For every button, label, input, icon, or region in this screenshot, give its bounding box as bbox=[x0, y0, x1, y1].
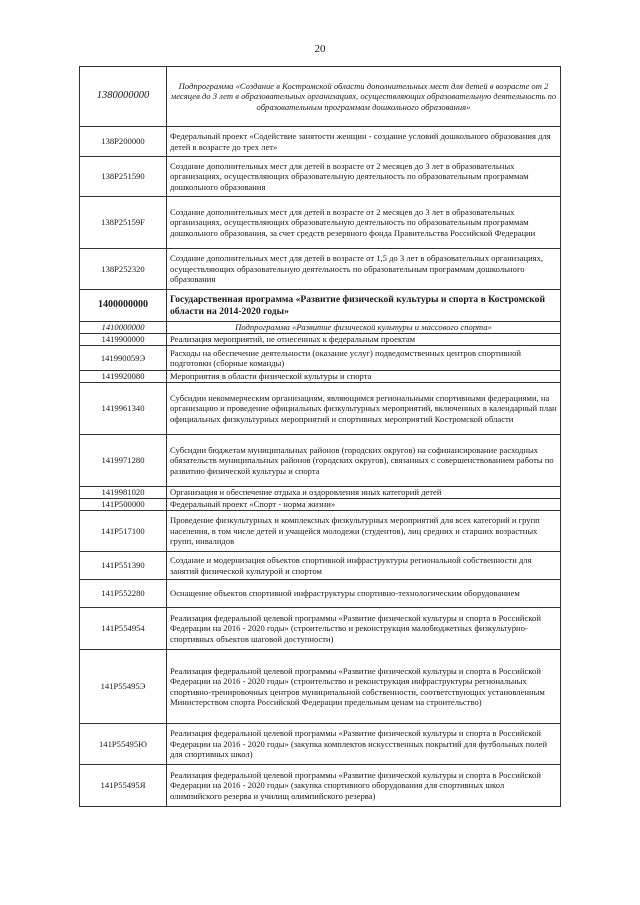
page-number: 20 bbox=[314, 43, 326, 55]
table-row bbox=[80, 765, 561, 807]
row-description: Подпрограмма «Создание в Костромской области дополнительных мест для детей в возрасте от 2 месяцев до 3 лет в образовательных организациях, осуществляющих образовательную деятельность по образовательным программам дошкольного образования» bbox=[167, 67, 561, 127]
table-row bbox=[80, 371, 561, 383]
table-row bbox=[80, 322, 561, 334]
row-code: 138P251590 bbox=[80, 157, 167, 197]
table-row bbox=[80, 608, 561, 650]
table-row bbox=[80, 290, 561, 322]
table-row bbox=[80, 249, 561, 290]
row-description: Расходы на обеспечение деятельности (оказание услуг) подведомственных центров спортивной подготовки (сборные команды) bbox=[167, 346, 561, 371]
row-code: 138P200000 bbox=[80, 127, 167, 157]
row-description: Федеральный проект «Спорт - норма жизни» bbox=[167, 499, 561, 511]
row-description: Создание дополнительных мест для детей в возрасте от 2 месяцев до 3 лет в образовательных организациях, осуществляющих образовательную деятельность по образовательным программам дошкольного образования, за счет средств резервного фонда Правительства Российской Федерации bbox=[167, 197, 561, 249]
row-description: Реализация федеральной целевой программы «Развитие физической культуры и спорта в Российской Федерации на 2016 - 2020 годы» (строительство и реконструкция малобюджетных физкультурно-спортивных объектов шаговой доступности) bbox=[167, 608, 561, 650]
table-row bbox=[80, 383, 561, 435]
table-row bbox=[80, 67, 561, 127]
row-code: 141P55495Э bbox=[80, 650, 167, 724]
table-row bbox=[80, 724, 561, 765]
row-description: Организация и обеспечение отдыха и оздоровления иных категорий детей bbox=[167, 487, 561, 499]
row-code: 1419920080 bbox=[80, 371, 167, 383]
table-row bbox=[80, 487, 561, 499]
table-row bbox=[80, 435, 561, 487]
table-row bbox=[80, 127, 561, 157]
table-row bbox=[80, 580, 561, 608]
row-description: Субсидии бюджетам муниципальных районов (городских округов) на софинансирование расходных обязательств муниципальных районов (городских округов), связанных с совершенствованием работы по развитию физической культуры и спорта bbox=[167, 435, 561, 487]
row-code: 141P551390 bbox=[80, 552, 167, 580]
row-code: 1419900000 bbox=[80, 334, 167, 346]
row-code: 1419971280 bbox=[80, 435, 167, 487]
row-description: Федеральный проект «Содействие занятости женщин - создание условий дошкольного образования для детей в возрасте до трех лет» bbox=[167, 127, 561, 157]
row-code: 1380000000 bbox=[80, 67, 167, 127]
table-body bbox=[80, 67, 561, 807]
row-description: Мероприятия в области физической культуры и спорта bbox=[167, 371, 561, 383]
row-description: Создание и модернизация объектов спортивной инфраструктуры региональной собственности для занятий физической культурой и спортом bbox=[167, 552, 561, 580]
row-code: 1410000000 bbox=[80, 322, 167, 334]
row-description: Государственная программа «Развитие физической культуры и спорта в Костромской области на 2014-2020 годы» bbox=[167, 290, 561, 322]
table-row bbox=[80, 334, 561, 346]
row-code: 141P554954 bbox=[80, 608, 167, 650]
row-description: Реализация федеральной целевой программы «Развитие физической культуры и спорта в Российской Федерации на 2016 - 2020 годы» (закупка спортивного оборудования для спортивных школ олимпийского резерва и училищ олимпийского резерва) bbox=[167, 765, 561, 807]
row-description: Создание дополнительных мест для детей в возрасте от 2 месяцев до 3 лет в образовательных организациях, осуществляющих образовательную деятельность по образовательным программам дошкольного образования bbox=[167, 157, 561, 197]
row-description: Реализация федеральной целевой программы «Развитие физической культуры и спорта в Российской Федерации на 2016 - 2020 годы» (закупка комплектов искусственных покрытий для футбольных полей для спортивных школ) bbox=[167, 724, 561, 765]
row-code: 138P25159F bbox=[80, 197, 167, 249]
row-description: Подпрограмма «Развитие физической культуры и массового спорта» bbox=[167, 322, 561, 334]
row-code: 141P552280 bbox=[80, 580, 167, 608]
row-code: 141P55495Ю bbox=[80, 724, 167, 765]
row-code: 1400000000 bbox=[80, 290, 167, 322]
table-row bbox=[80, 650, 561, 724]
row-code: 138P252320 bbox=[80, 249, 167, 290]
row-code: 1419961340 bbox=[80, 383, 167, 435]
table-row bbox=[80, 346, 561, 371]
row-code: 141P55495Я bbox=[80, 765, 167, 807]
table-row bbox=[80, 552, 561, 580]
row-description: Оснащение объектов спортивной инфраструктуры спортивно-технологическим оборудованием bbox=[167, 580, 561, 608]
budget-classification-table bbox=[79, 66, 561, 807]
row-description: Проведение физкультурных и комплексных физкультурных мероприятий для всех категорий и групп населения, в том числе детей и учащейся молодежи (студентов), лиц средних и старших возрастных групп, инвалидов bbox=[167, 511, 561, 552]
row-description: Создание дополнительных мест для детей в возрасте от 1,5 до 3 лет в образовательных организациях, осуществляющих образовательную деятельность по образовательным программам дошкольного образования bbox=[167, 249, 561, 290]
row-description: Субсидии некоммерческим организациям, являющимся региональными спортивными федерациями, на организацию и проведение официальных физкультурных мероприятий, включенных в календарный план официальных физкультурных мероприятий и спортивных мероприятий Костромской области bbox=[167, 383, 561, 435]
row-code: 141P500000 bbox=[80, 499, 167, 511]
row-description: Реализация федеральной целевой программы «Развитие физической культуры и спорта в Российской Федерации на 2016 - 2020 годы» (строительство и реконструкция инфраструктуры региональных спортивно-тренировочных центров муниципальной собственности, соответствующих установленным Министерством спорта Российской Федерации предельным ценам на строительство) bbox=[167, 650, 561, 724]
table-row bbox=[80, 197, 561, 249]
table-row bbox=[80, 499, 561, 511]
row-code: 1419981020 bbox=[80, 487, 167, 499]
table-row bbox=[80, 511, 561, 552]
row-code: 141P517100 bbox=[80, 511, 167, 552]
table-row bbox=[80, 157, 561, 197]
row-description: Реализация мероприятий, не отнесенных к федеральным проектам bbox=[167, 334, 561, 346]
row-code: 141990059Э bbox=[80, 346, 167, 371]
